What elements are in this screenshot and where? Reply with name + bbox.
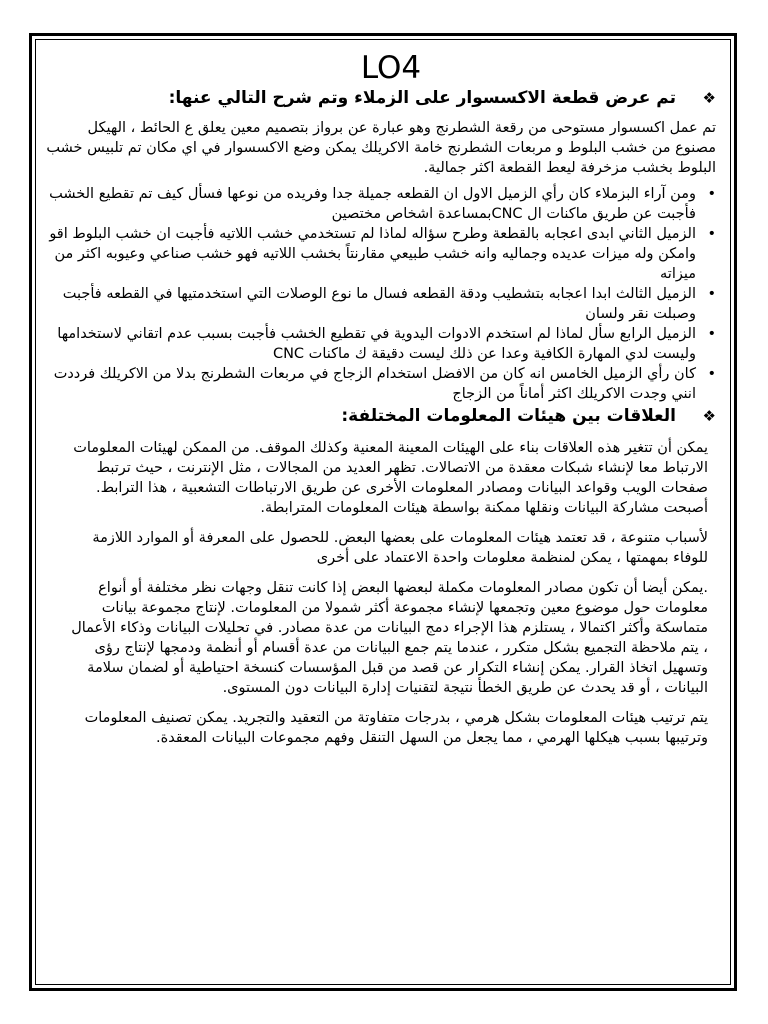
document-title: LO4	[360, 50, 422, 86]
intro-paragraph: تم عمل اكسسوار مستوحى من رقعة الشطرنج وهو عبارة عن برواز بتصميم معين يعلق ع الحائط ، الهيكل مصنوع من خشب البلوط و مربعات الشطرنج خامة الاكريلك يمكن وضع الاكسسوار في اي مكان تم تلبيس خشب البلوط بخشب مزخرفة ليعط القطعة اكثر جمالية.	[46, 120, 716, 176]
list-item: • ومن آراء البزملاء كان رأي الزميل الاول ان القطعه جميلة جدا وفريده من نوعها فسأل كيف تم تقطيع الخشب فأجبت عن طريق ماكنات ال CNCبمساعدة اشخاص مختصين	[46, 184, 696, 224]
section-heading-relationships	[46, 404, 722, 428]
section-relationships	[46, 404, 722, 748]
section-heading-text: العلاقات بين هيئات المعلومات المختلفة:	[341, 406, 676, 426]
body-paragraph: لأسباب متنوعة ، قد تعتمد هيئات المعلومات على بعضها البعض. للحصول على المعرفة أو الموارد اللازمة للوفاء بمهمتها ، يمكن لمنظمة معلومات واحدة الاعتماد على أخرى	[92, 530, 708, 566]
body-paragraph: يتم ترتيب هيئات المعلومات بشكل هرمي ، بدرجات متفاوتة من التعقيد والتجريد. يمكن تصنيف المعلومات وترتيبها بسبب هيكلها الهرمي ، مما يجعل من السهل التنقل وفهم مجموعات البيانات المعقدة.	[84, 710, 708, 746]
list-item: • الزميل الرابع سأل لماذا لم استخدم الادوات اليدوية في تقطيع الخشب فأجبت بسبب عدم اتقاني لاستخدامها وليست لدي المهارة الكافية وعدا عن ذلك ليست دقيقة ك ماكنات CNC	[46, 324, 696, 364]
diamond-bullet-icon: ❖	[702, 407, 716, 425]
diamond-bullet-icon: ❖	[702, 89, 716, 107]
body-paragraph: يمكن أن تتغير هذه العلاقات بناء على الهيئات المعينة المعنية وكذلك الموقف. من الممكن لهيئات المعلومات الارتباط معا لإنشاء شبكات معقدة من الاتصالات. تظهر العديد من المجالات ، مثل الإنترنت ، حيث ترتبط صفحات الويب وقواعد البيانات ومصادر المعلومات الأخرى عن طريق الارتباطات التشعبية ، هذا الترابط. أصبحت مشاركة البيانات ونقلها ممكنة بواسطة هيئات المعلومات المترابطة.	[73, 440, 708, 516]
list-item: • الزميل الثاني ابدى اعجابه بالقطعة وطرح سؤاله لماذا لم تستخدمي خشب اللاتيه فأجبت ان خشب البلوط اقو وامكن وله ميزات عديده وجماليه وانه خشب طبيعي مقارنتاً بخشب اللاتيه فهو خشب صناعي وعيوبه اكثر من ميزاته	[46, 224, 696, 284]
list-item: • كان رأي الزميل الخامس انه كان من الافضل استخدام الزجاج في مربعات الشطرنج بدلا من الاكريلك فرددت انني وجدت الاكريلك اكثر أماناً من الزجاج	[46, 364, 696, 404]
list-item: • الزميل الثالث ابدا اعجابه بتشطيب ودقة القطعه فسال ما نوع الوصلات التي استخدمتيها في القطعه فأجبت وصبلت نقر ولسان	[46, 284, 696, 324]
section-heading-presentation	[46, 86, 722, 110]
document-page	[46, 46, 722, 976]
feedback-list	[46, 184, 722, 404]
section-heading-text: تم عرض قطعة الاكسسوار على الزملاء وتم شرح التالي عنها:	[168, 88, 676, 108]
body-paragraph: .يمكن أيضا أن تكون مصادر المعلومات مكملة لبعضها البعض إذا كانت تنقل وجهات نظر مختلفة أو أنواع معلومات حول موضوع معين وتجمعها لإنشاء مجموعة أكثر شمولا من المعلومات. لإنتاج مجموعة بيانات متماسكة وأكثر اكتمالا ، يستلزم هذا الإجراء دمج البيانات من عدة مصادر. في تحليلات البيانات وذكاء الأعمال ، يتم ملاحظة التجميع بشكل متكرر ، عندما يتم جمع البيانات من عدة أقسام أو أنظمة ودمجها لإنتاج رؤى وتسهيل اتخاذ القرار. يمكن إنشاء التكرار عن قصد من قبل المؤسسات كنسخة احتياطية أو لضمان سلامة البيانات ، أو قد يحدث عن طريق الخطأ نتيجة لتقنيات إدارة البيانات دون المستوى.	[71, 580, 708, 696]
